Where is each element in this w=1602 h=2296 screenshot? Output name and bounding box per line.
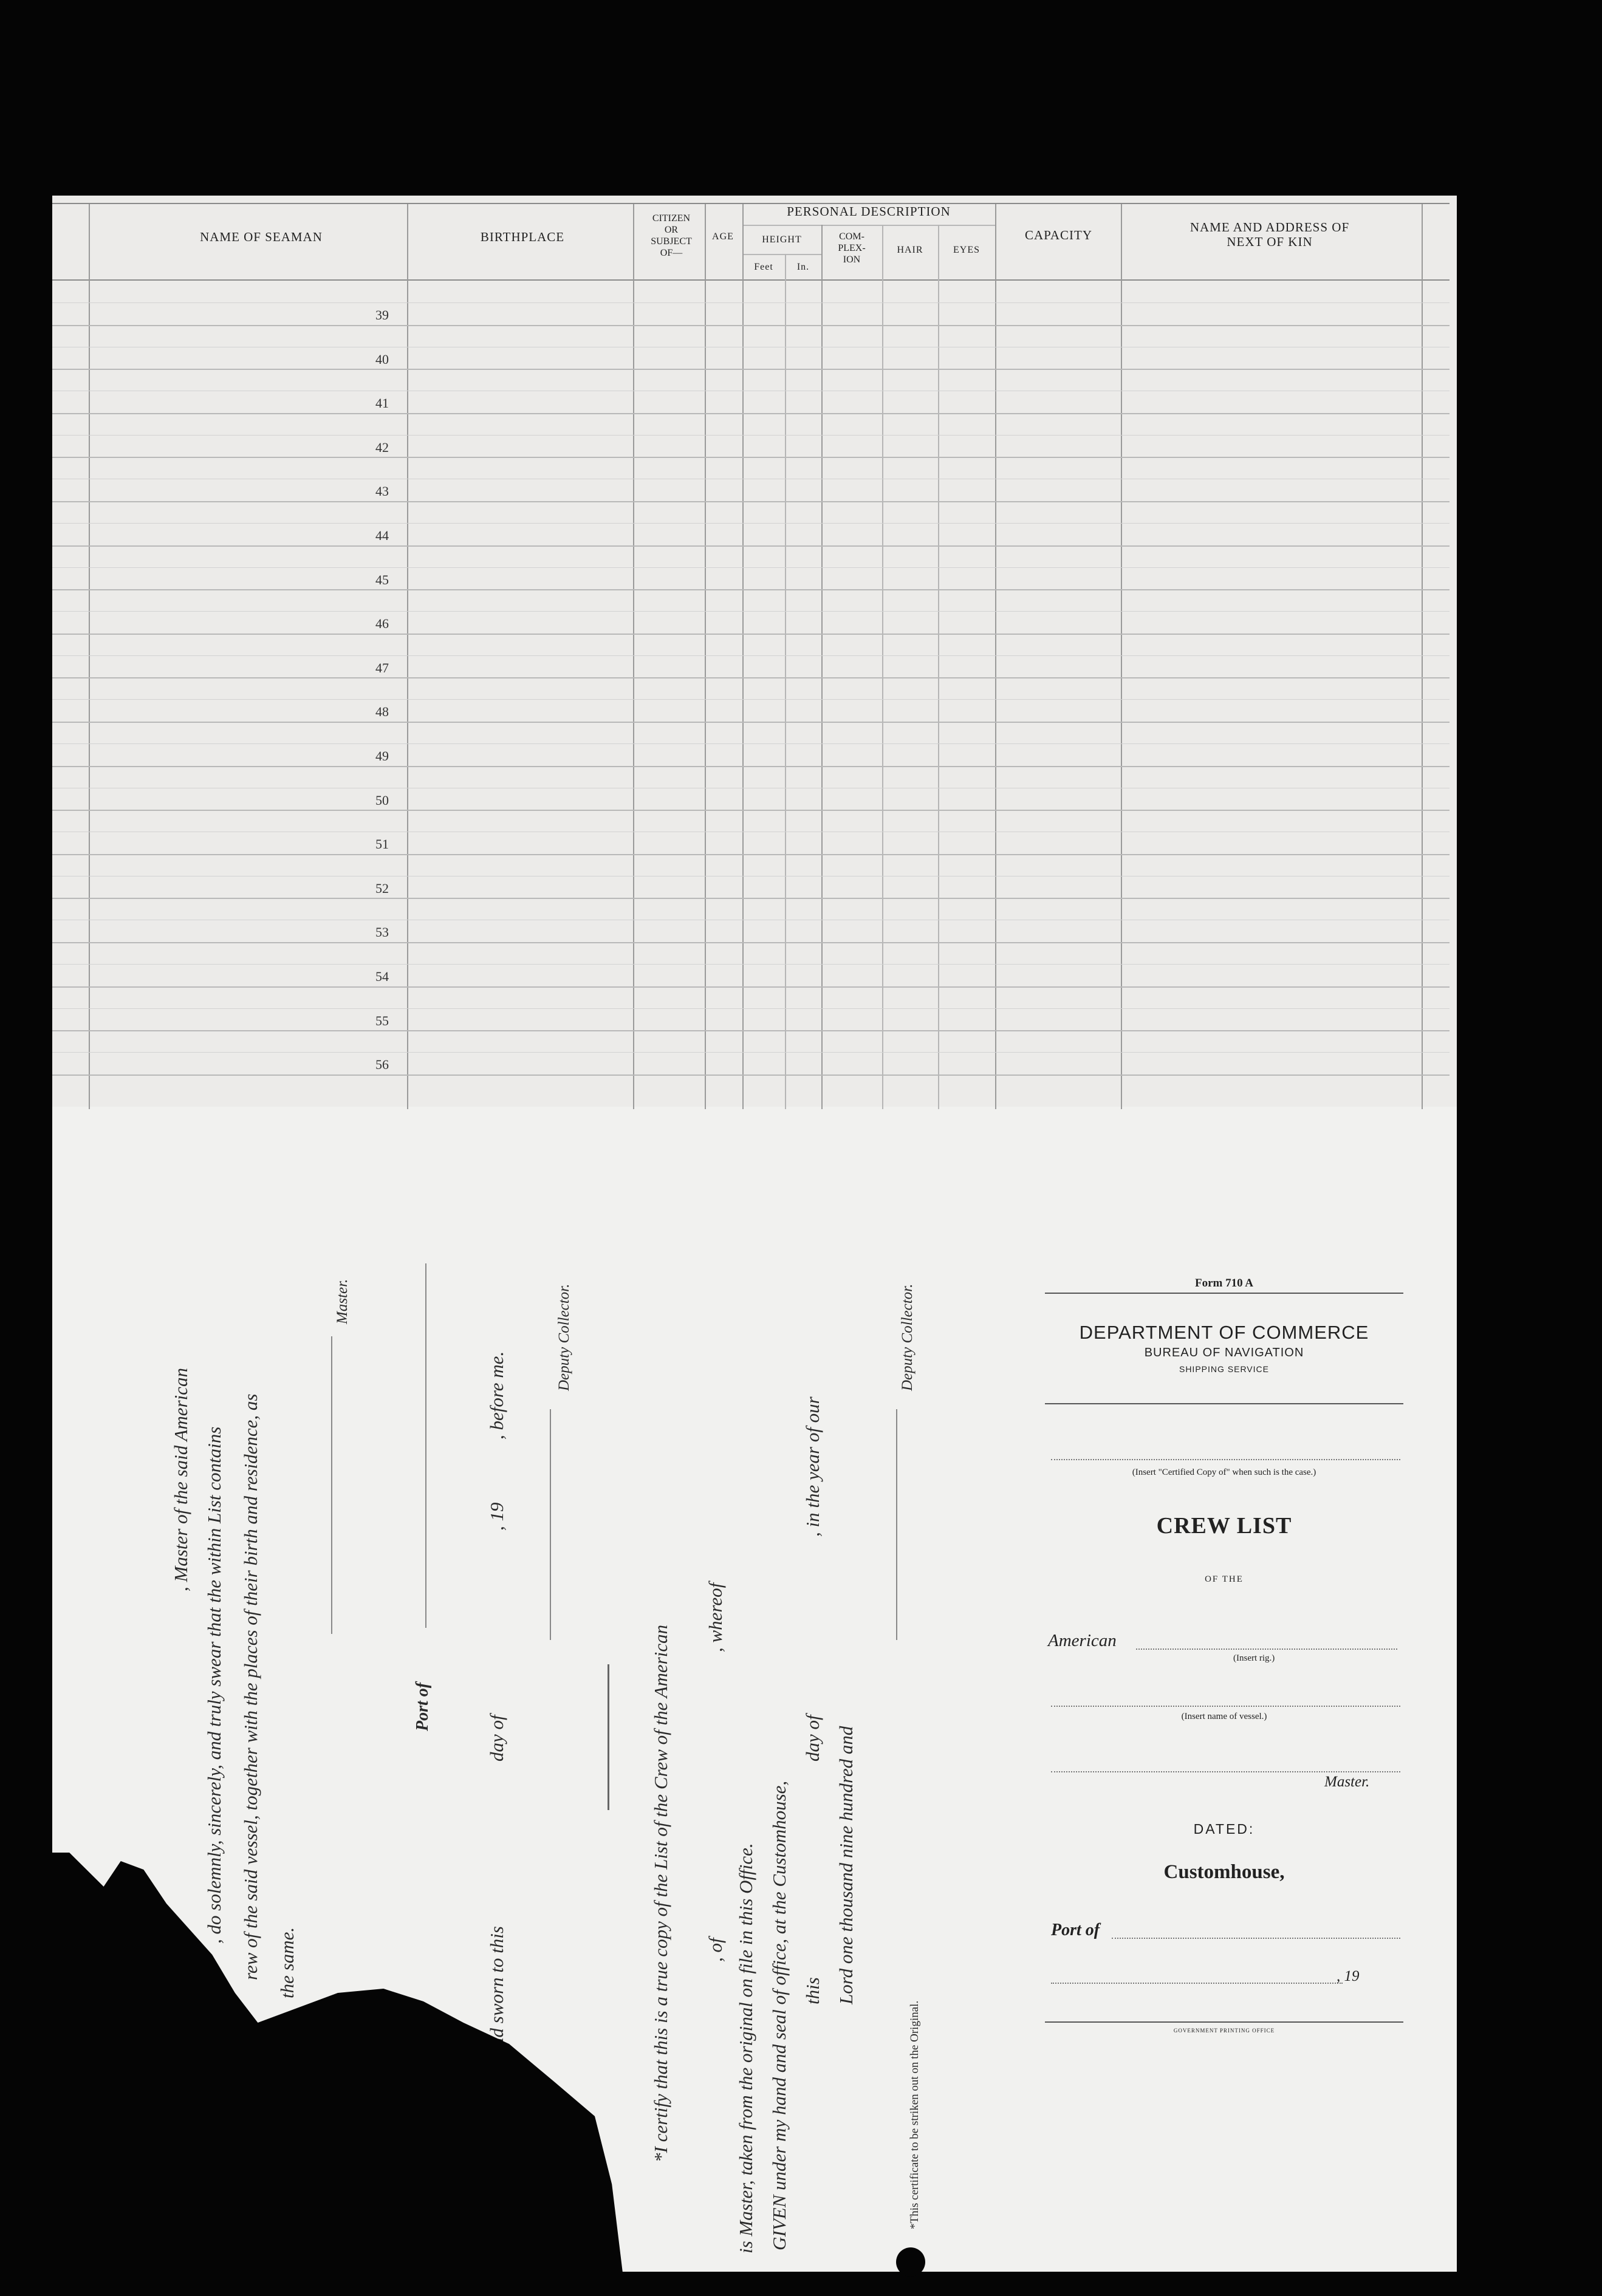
row-guide-line	[52, 611, 1450, 612]
row-line	[52, 986, 1450, 988]
year-prefix: , 19	[1337, 1968, 1360, 1984]
printer-mark: GOVERNMENT PRINTING OFFICE	[1173, 2028, 1275, 2034]
row-guide-line	[52, 435, 1450, 436]
row-number: 45	[375, 572, 389, 587]
row-line	[52, 413, 1450, 414]
oath-day-of: day of	[486, 1715, 507, 1761]
row-guide-line	[52, 1008, 1450, 1009]
port-of-label: Port of	[1051, 1921, 1100, 1939]
row-guide-line	[52, 743, 1450, 744]
row-number: 54	[375, 969, 389, 984]
form-number: Form 710 A	[1194, 1277, 1254, 1290]
cert-line-5: Lord one thousand nine hundred and	[835, 1726, 857, 2004]
row-line	[52, 942, 1450, 943]
cert-line-1b: , of	[705, 1938, 726, 1962]
row-number: 40	[375, 351, 389, 367]
oath-nineteen: , 19	[486, 1502, 507, 1531]
row-line	[52, 1075, 1450, 1076]
of-the-label: OF THE	[1205, 1574, 1244, 1584]
header-capacity: CAPACITY	[1024, 228, 1093, 242]
row-number: 52	[375, 880, 389, 896]
rig-line[interactable]	[1136, 1649, 1397, 1650]
insert-name-hint: (Insert name of vessel.)	[1181, 1712, 1267, 1721]
cert-line-4: this	[802, 1977, 823, 2004]
oath-line-4: the same.	[276, 1927, 298, 1998]
row-number: 44	[375, 528, 389, 543]
department-title: DEPARTMENT OF COMMERCE	[1079, 1322, 1369, 1343]
row-line	[52, 325, 1450, 326]
header-inches: In.	[796, 262, 810, 272]
service-title: SHIPPING SERVICE	[1179, 1364, 1269, 1374]
row-number: 41	[375, 395, 389, 411]
row-line	[52, 898, 1450, 899]
cert-footnote: *This certificate to be striken out on the Original.	[908, 2000, 921, 2229]
cert-line-4c: , in the year of our	[802, 1396, 823, 1537]
row-line	[52, 501, 1450, 502]
row-line	[52, 854, 1450, 855]
master-label: Master.	[1324, 1774, 1370, 1790]
row-guide-line	[52, 302, 1450, 303]
row-number: 55	[375, 1013, 389, 1028]
row-number: 51	[375, 836, 389, 852]
row-guide-line	[52, 523, 1450, 524]
header-feet: Feet	[754, 262, 773, 272]
row-number: 47	[375, 660, 389, 675]
oath-line-1: , Master of the said American	[170, 1368, 191, 1591]
crew-list-title: CREW LIST	[1156, 1513, 1292, 1539]
oath-port-of: Port of	[413, 1682, 432, 1731]
header-eyes: EYES	[953, 245, 980, 255]
row-number: 48	[375, 704, 389, 720]
row-line	[52, 545, 1450, 547]
oath-master-label: Master.	[334, 1279, 351, 1324]
header-citizen: CITIZEN OR SUBJECT OF—	[651, 213, 692, 258]
header-name-of-seaman: NAME OF SEAMAN	[200, 230, 323, 244]
certified-copy-line[interactable]	[1051, 1459, 1400, 1460]
header-next-of-kin: NAME AND ADDRESS OF NEXT OF KIN	[1190, 220, 1350, 249]
row-line	[52, 810, 1450, 811]
row-guide-line	[52, 567, 1450, 568]
header-birthplace: BIRTHPLACE	[480, 230, 565, 244]
insert-certified-hint: (Insert "Certified Copy of" when such is the case.)	[1132, 1467, 1316, 1477]
insert-rig-hint: (Insert rig.)	[1233, 1653, 1275, 1663]
header-complexion: COM- PLEX- ION	[838, 231, 866, 265]
row-number: 53	[375, 924, 389, 940]
oath-sworn: nd sworn to this	[486, 1926, 507, 2047]
dated-label: DATED:	[1193, 1821, 1255, 1837]
header-height: HEIGHT	[762, 234, 802, 245]
oath-line-3: rew of the said vessel, together with the places of their birth and residence, as	[240, 1393, 261, 1980]
punch-hole	[896, 2247, 925, 2277]
header-hair: HAIR	[897, 245, 923, 255]
row-number: 39	[375, 307, 389, 323]
date-line[interactable]	[1051, 1983, 1343, 1984]
port-line[interactable]	[1112, 1938, 1400, 1939]
vessel-name-line[interactable]	[1051, 1706, 1400, 1707]
american-label: American	[1048, 1631, 1117, 1650]
row-line	[52, 369, 1450, 370]
cert-line-1c: , whereof	[705, 1582, 726, 1652]
row-line	[52, 634, 1450, 635]
cert-line-3: GIVEN under my hand and seal of office, at the Customhouse,	[768, 1780, 790, 2250]
header-age: AGE	[712, 231, 734, 242]
oath-deputy-collector: Deputy Collector.	[556, 1283, 572, 1391]
row-line	[52, 589, 1450, 590]
row-number: 56	[375, 1057, 389, 1073]
row-line	[52, 1030, 1450, 1031]
cert-line-2: is Master, taken from the original on file in this Office.	[735, 1843, 756, 2253]
crew-table-area	[52, 196, 1457, 1107]
row-number: 50	[375, 792, 389, 808]
cert-line-1: *I certify that this is a true copy of the List of the Crew of the American	[650, 1624, 671, 2162]
row-line	[52, 677, 1450, 678]
oath-before-me: , before me.	[486, 1351, 507, 1440]
row-guide-line	[52, 655, 1450, 656]
cert-deputy-collector: Deputy Collector.	[899, 1283, 916, 1391]
row-number: 43	[375, 483, 389, 499]
header-personal-description: PERSONAL DESCRIPTION	[787, 204, 951, 219]
row-guide-line	[52, 1052, 1450, 1053]
row-guide-line	[52, 699, 1450, 700]
row-number: 46	[375, 616, 389, 632]
row-guide-line	[52, 964, 1450, 965]
row-line	[52, 766, 1450, 767]
bureau-title: BUREAU OF NAVIGATION	[1144, 1346, 1304, 1359]
master-line[interactable]	[1051, 1771, 1400, 1772]
row-line	[52, 722, 1450, 723]
cert-line-4b: day of	[802, 1715, 823, 1761]
customhouse-label: Customhouse,	[1163, 1861, 1285, 1883]
row-number: 42	[375, 439, 389, 455]
row-line	[52, 457, 1450, 458]
row-number: 49	[375, 748, 389, 764]
oath-line-2: , do solemnly, sincerely, and truly swear that the within List contains	[204, 1426, 225, 1944]
